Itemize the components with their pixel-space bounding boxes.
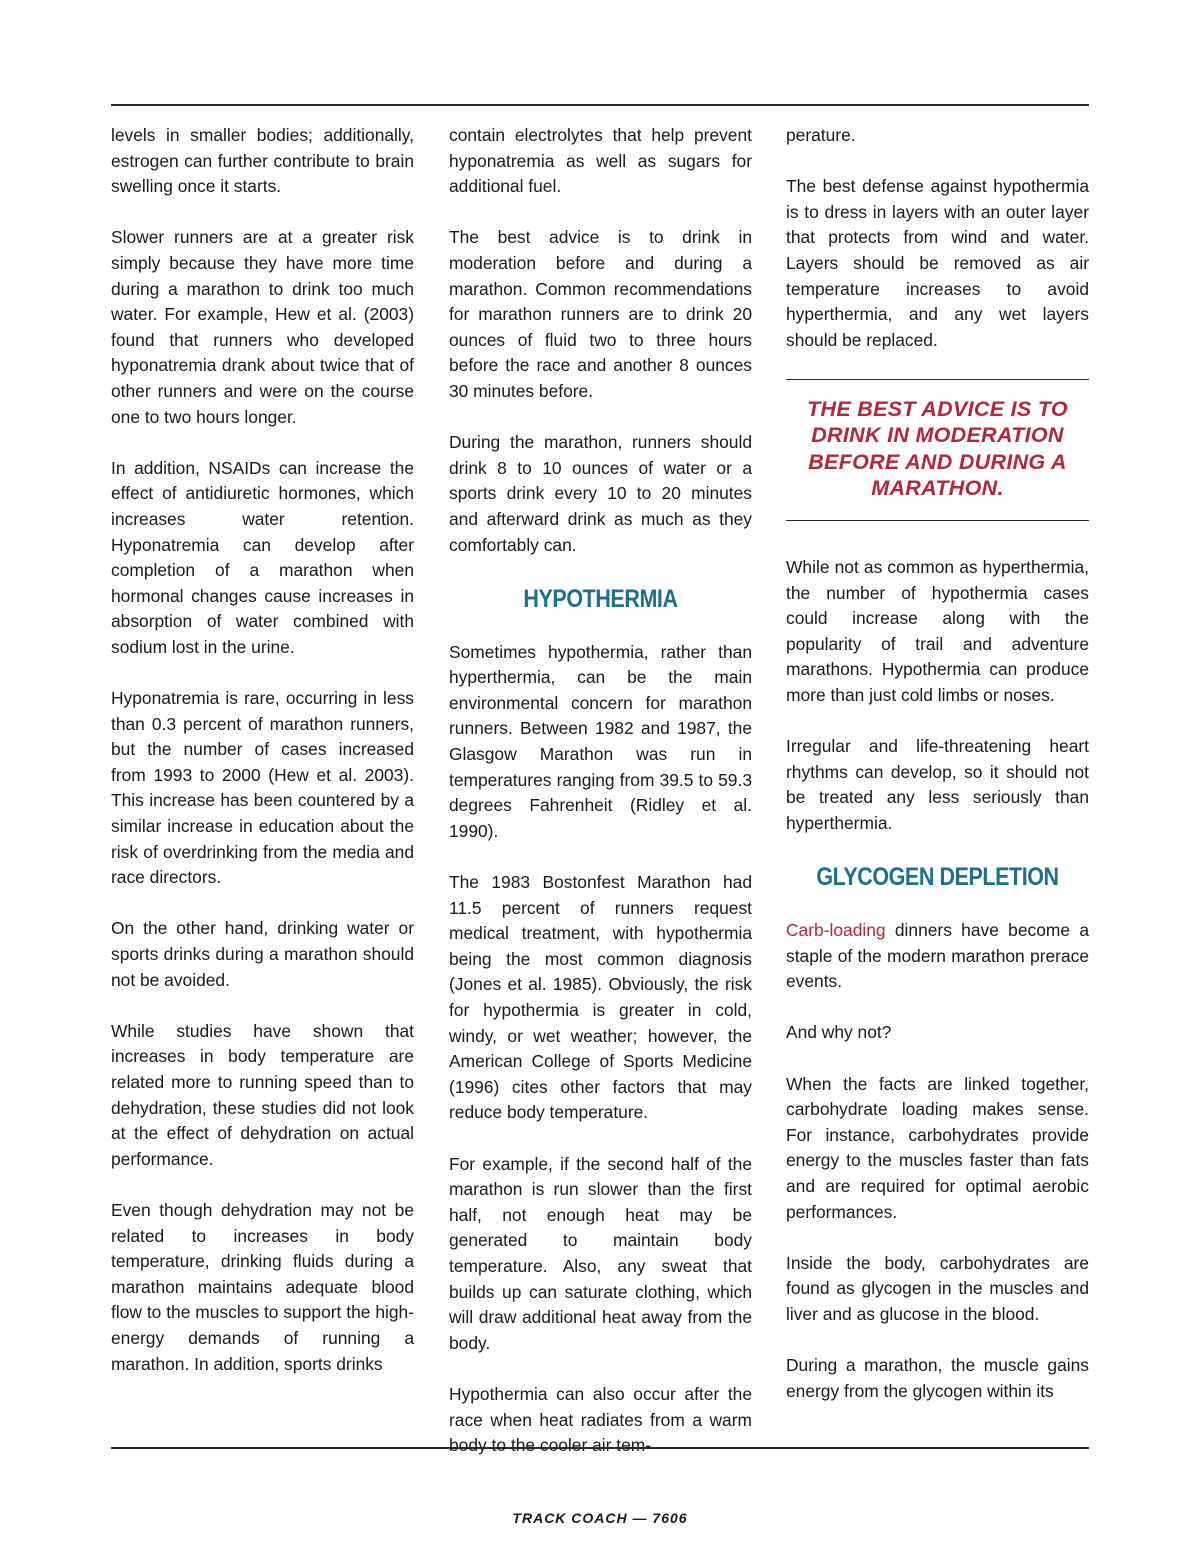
paragraph: Slower runners are at a greater risk simply because they have more time during a marathon to drink too much water. For example, Hew et al. (2003) found that runners who developed hyponatremia drank about twice that of other runners and were on the course one to two hours longer.	[111, 227, 414, 427]
paragraph: During the marathon, runners should drink 8 to 10 ounces of water or a sports drink every 10 to 20 minutes and afterward drink as much as they comfortably can.	[449, 432, 752, 555]
paragraph: The best advice is to drink in moderation before and during a marathon. Common recommendations for marathon runners are to drink 20 ounces of fluid two to three hours before the race and another 8 ounces 30 minutes before.	[449, 227, 752, 401]
paragraph	[786, 918, 1089, 995]
paragraph: Even though dehydration may not be related to increases in body temperature, drinking fluids during a marathon maintains adequate blood flow to the muscles to support the high-energy demands of running a marathon. In addition, sports drinks	[111, 1199, 414, 1374]
carb-loading-link[interactable]: Carb-loading	[786, 920, 886, 941]
paragraph: During a marathon, the muscle gains energy from the glycogen within its	[786, 1355, 1089, 1401]
paragraph: While not as common as hyperthermia, the number of hypothermia cases could increase along with the popularity of trail and adventure marathons. Hypothermia can produce more than just cold limbs or noses.	[786, 556, 1089, 705]
paragraph: The 1983 Bostonfest Marathon had 11.5 percent of runners request medical treatment, with hypothermia being the most common diagnosis (Jones et al. 1985). Obviously, the risk for hypothermia is greater in cold, windy, or wet weather; however, the American College of Sports Medicine (1996) cites other factors that may reduce body temperature.	[449, 872, 752, 1123]
section-heading-hypothermia: HYPOTHERMIA	[523, 584, 678, 613]
paragraph: levels in smaller bodies; additionally, estrogen can further contribute to brain swelling once it starts.	[111, 125, 414, 197]
paragraph: The best defense against hypothermia is to dress in layers with an outer layer that protects from wind and water. Layers should be removed as air temperature increases to avoid hyperthermia, and any wet layers should be replaced.	[786, 176, 1089, 350]
paragraph: Hyponatremia is rare, occurring in less than 0.3 percent of marathon runners, but the number of cases increased from 1993 to 2000 (Hew et al. 2003). This increase has been countered by a similar increase in education about the risk of overdrinking from the media and race directors.	[111, 688, 414, 888]
section-heading-glycogen-depletion: GLYCOGEN DEPLETION	[816, 863, 1059, 892]
page-footer: TRACK COACH — 7606	[512, 1510, 688, 1526]
paragraph: In addition, NSAIDs can increase the effect of antidiuretic hormones, which increases water retention. Hyponatremia can develop after completion of a marathon when hormonal changes cause increases in absorption of water combined with sodium lost in the urine.	[111, 457, 414, 657]
paragraph: On the other hand, drinking water or sports drinks during a marathon should not be avoided.	[111, 918, 414, 990]
paragraph: While studies have shown that increases in body temperature are related more to running speed than to dehydration, these studies did not look at the effect of dehydration on actual performance.	[111, 1020, 414, 1169]
article-column-3	[786, 123, 1089, 1435]
paragraph: Inside the body, carbohydrates are found as glycogen in the muscles and liver and as glucose in the blood.	[786, 1252, 1089, 1324]
paragraph: perature.	[786, 125, 856, 145]
top-rule	[111, 104, 1089, 106]
paragraph-text: dinners have become a staple of the modern marathon prerace events.	[786, 920, 1089, 992]
paragraph: Irregular and life-threatening heart rhythms can develop, so it should not be treated any less seriously than hyperthermia.	[786, 736, 1089, 833]
bottom-rule	[111, 1447, 1089, 1449]
article-column-1	[111, 123, 414, 1435]
pull-quote: THE BEST ADVICE IS TO DRINK IN MODERATION BEFORE AND DURING A MARATHON.	[786, 379, 1089, 521]
paragraph: When the facts are linked together, carbohydrate loading makes sense. For instance, carbohydrates provide energy to the muscles faster than fats and are required for optimal aerobic performances.	[786, 1073, 1089, 1222]
paragraph: Hypothermia can also occur after the race when heat radiates from a warm body to the cooler air tem-	[449, 1383, 752, 1456]
paragraph: contain electrolytes that help prevent hyponatremia as well as sugars for additional fuel.	[449, 125, 752, 197]
paragraph: And why not?	[786, 1022, 892, 1043]
paragraph: For example, if the second half of the marathon is run slower than the first half, not enough heat may be generated to maintain body temperature. Also, any sweat that builds up can saturate clothing, which will draw additional heat away from the body.	[449, 1153, 752, 1353]
paragraph: Sometimes hypothermia, rather than hyperthermia, can be the main environmental concern for marathon runners. Between 1982 and 1987, the Glasgow Marathon was run in temperatures ranging from 39.5 to 59.3 degrees Fahrenheit (Ridley et al. 1990).	[449, 641, 752, 841]
article-column-2	[449, 123, 752, 1456]
